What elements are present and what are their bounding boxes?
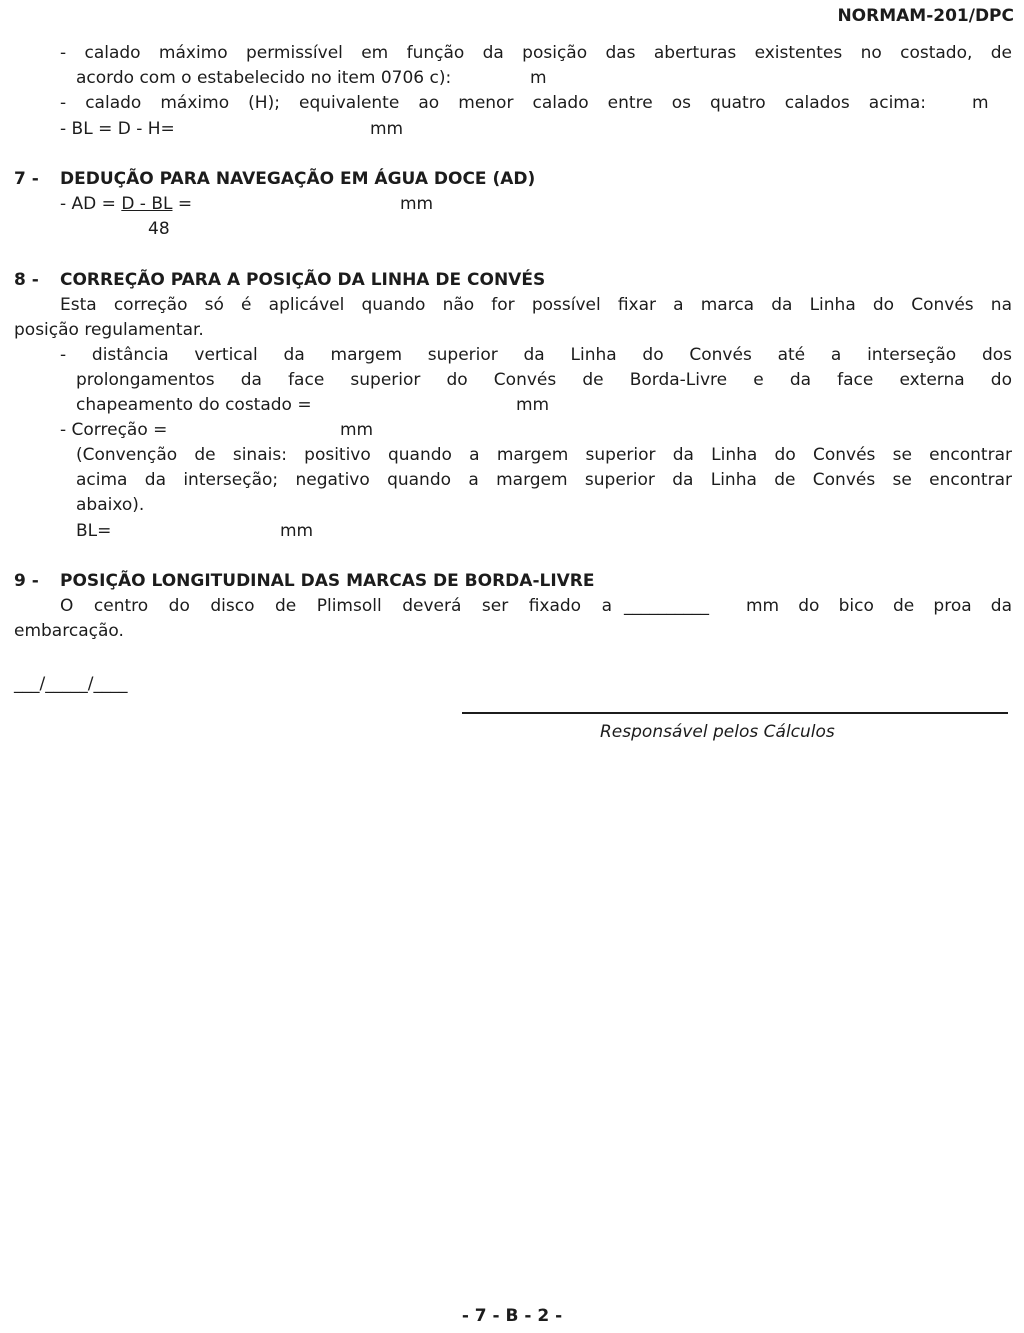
- unit-mm: mm: [280, 521, 314, 541]
- section-8-intro-1: Esta correção só é aplicável quando não for possível fixar a marca da Linha do Convés na: [60, 295, 1012, 315]
- vertical-distance-line-1: - distância vertical da margem superior da Linha do Convés até a interseção dos: [60, 345, 1012, 365]
- section-9-heading: 9 - POSIÇÃO LONGITUDINAL DAS MARCAS DE BORDA-LIVRE: [14, 571, 595, 591]
- max-draft-line: - calado máximo (H); equivalente ao menor calado entre os quatro calados acima: m: [60, 93, 989, 113]
- bl-result-line: BL= mm: [76, 521, 314, 541]
- unit-mm: mm: [370, 119, 404, 139]
- draft-openings-line-2: acordo com o estabelecido no item 0706 c): m: [76, 68, 547, 88]
- unit-mm: mm: [400, 194, 434, 214]
- sign-convention-line-2: acima da interseção; negativo quando a margem superior da Linha de Convés se encontrar: [76, 470, 1012, 490]
- plimsoll-line-2: embarcação.: [14, 621, 124, 641]
- ad-formula-line: [0, 192, 1024, 216]
- vertical-distance-line-3: chapeamento do costado = mm: [76, 395, 550, 415]
- signature-line: [462, 712, 1008, 714]
- unit-mm: mm: [516, 395, 550, 415]
- draft-openings-line-1: - calado máximo permissível em função da posição das aberturas existentes no costado, de: [60, 43, 1012, 63]
- sign-convention-line-1: (Convenção de sinais: positivo quando a margem superior da Linha do Convés se encontrar: [76, 445, 1012, 465]
- vertical-distance-line-2: prolongamentos da face superior do Convés de Borda-Livre e da face externa do: [76, 370, 1012, 390]
- bl-formula-line: - BL = D - H= mm: [60, 119, 404, 139]
- section-7-heading: 7 - DEDUÇÃO PARA NAVEGAÇÃO EM ÁGUA DOCE (AD): [14, 169, 536, 189]
- signature-caption: Responsável pelos Cálculos: [600, 722, 835, 742]
- unit-m: m: [972, 93, 989, 113]
- ad-formula: - AD = D - BL =: [60, 194, 193, 214]
- correction-line: - Correção = mm: [60, 420, 374, 440]
- document-code: NORMAM-201/DPC: [837, 6, 1014, 26]
- unit-mm: mm: [340, 420, 374, 440]
- sign-convention-line-3: abaixo).: [76, 495, 145, 515]
- section-8-intro-2: posição regulamentar.: [14, 320, 204, 340]
- page-number: - 7 - B - 2 -: [461, 1306, 563, 1326]
- unit-m: m: [530, 68, 547, 88]
- section-8-heading: 8 - CORREÇÃO PARA A POSIÇÃO DA LINHA DE CONVÉS: [14, 270, 546, 290]
- ad-formula-denominator: 48: [148, 219, 170, 239]
- plimsoll-line-1: O centro do disco de Plimsoll deverá ser fixado a __________ mm do bico de proa da: [60, 596, 1012, 616]
- date-field: ___/_____/____: [14, 674, 128, 694]
- plimsoll-distance-blank: __________: [624, 596, 709, 616]
